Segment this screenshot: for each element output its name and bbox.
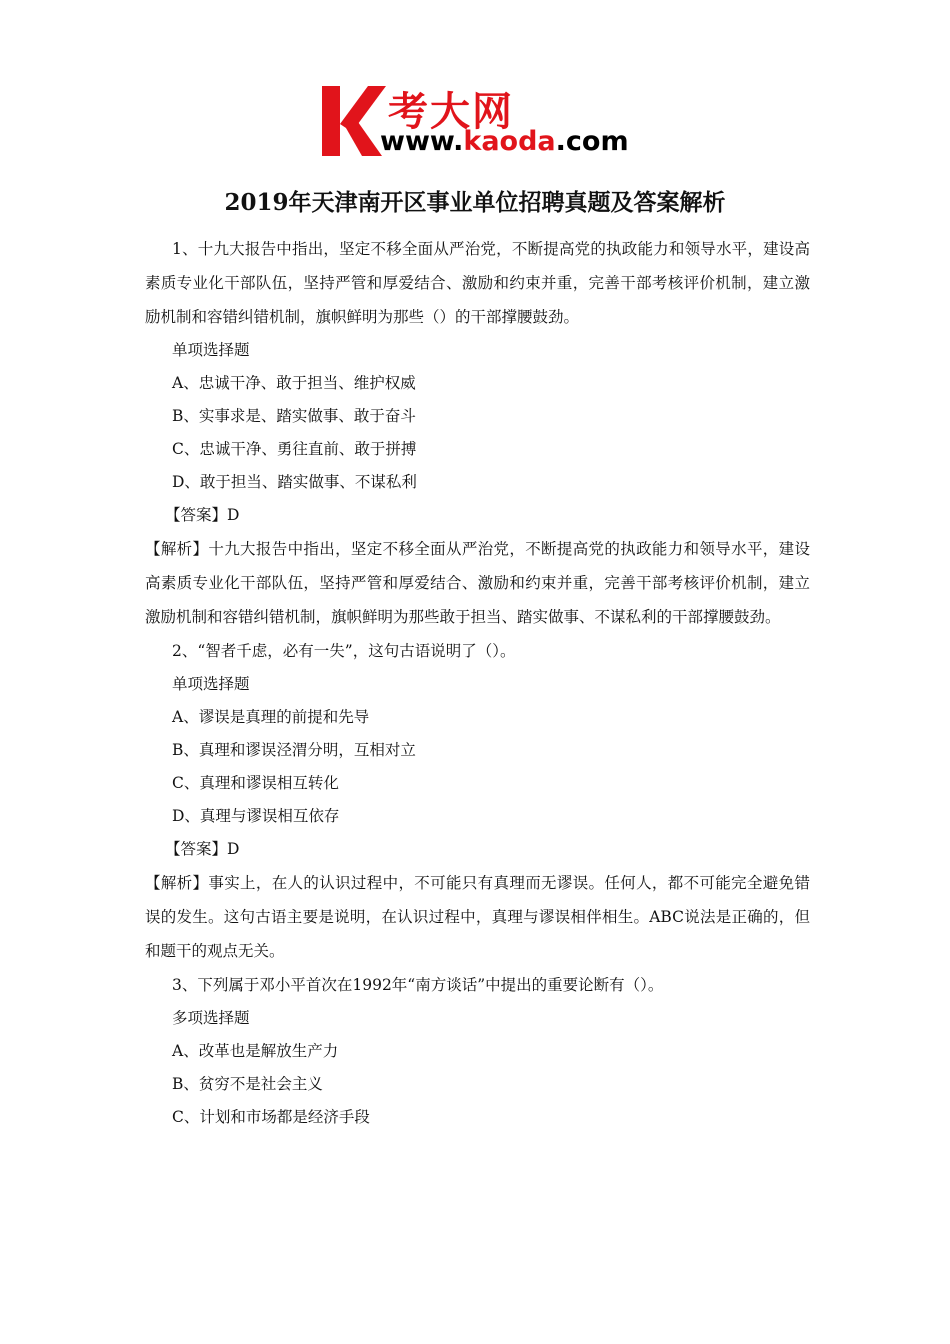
option: B、真理和谬误泾渭分明，互相对立 bbox=[172, 741, 416, 759]
answer: 【答案】D bbox=[165, 506, 240, 524]
question-stem: 1、十九大报告中指出，坚定不移全面从严治党，不断提高党的执政能力和领导水平，建设高素质专业化干部队伍，坚持严管和厚爱结合、激励和约束并重，完善干部考核评价机制，建立激励机制和容错纠错机制，旗帜鲜明为那些（）的干部撑腰鼓劲。 bbox=[145, 240, 810, 326]
question-type: 单项选择题 bbox=[172, 675, 250, 693]
explanation: 【解析】事实上，在人的认识过程中，不可能只有真理而无谬误。任何人，都不可能完全避免错误的发生。这句古语主要是说明，在认识过程中，真理与谬误相伴相生。ABC说法是正确的，但和题干的观点无关。 bbox=[145, 874, 810, 960]
document-body bbox=[145, 232, 810, 1134]
option: D、敢于担当、踏实做事、不谋私利 bbox=[172, 473, 417, 491]
question-stem: 2、“智者千虑，必有一失”，这句古语说明了（）。 bbox=[172, 642, 516, 660]
option: B、实事求是、踏实做事、敢于奋斗 bbox=[172, 407, 416, 425]
document-title: 2019年天津南开区事业单位招聘真题及答案解析 bbox=[224, 189, 726, 216]
question-stem: 3、下列属于邓小平首次在1992年“南方谈话”中提出的重要论断有（）。 bbox=[172, 976, 664, 994]
option: D、真理与谬误相互依存 bbox=[172, 807, 340, 825]
option: A、忠诚干净、敢于担当、维护权威 bbox=[172, 374, 416, 392]
option: C、计划和市场都是经济手段 bbox=[172, 1108, 370, 1126]
question-type: 多项选择题 bbox=[172, 1009, 250, 1027]
answer: 【答案】D bbox=[165, 840, 240, 858]
option: C、忠诚干净、勇往直前、敢于拼搏 bbox=[172, 440, 417, 458]
explanation: 【解析】十九大报告中指出，坚定不移全面从严治党，不断提高党的执政能力和领导水平，建设高素质专业化干部队伍，坚持严管和厚爱结合、激励和约束并重，完善干部考核评价机制，建立激励机制和容错纠错机制，旗帜鲜明为那些敢于担当、踏实做事、不谋私利的干部撑腰鼓劲。 bbox=[145, 540, 810, 626]
option: B、贫穷不是社会主义 bbox=[172, 1075, 323, 1093]
option: A、改革也是解放生产力 bbox=[172, 1042, 339, 1060]
question-type: 单项选择题 bbox=[172, 341, 250, 359]
option: A、谬误是真理的前提和先导 bbox=[172, 708, 370, 726]
logo-chinese-name: 考大网 bbox=[388, 89, 514, 135]
logo-url: www.kaoda.com bbox=[380, 126, 629, 157]
kaoda-logo[interactable] bbox=[318, 82, 640, 160]
logo-k-mark-icon bbox=[318, 82, 386, 160]
option: C、真理和谬误相互转化 bbox=[172, 774, 339, 792]
